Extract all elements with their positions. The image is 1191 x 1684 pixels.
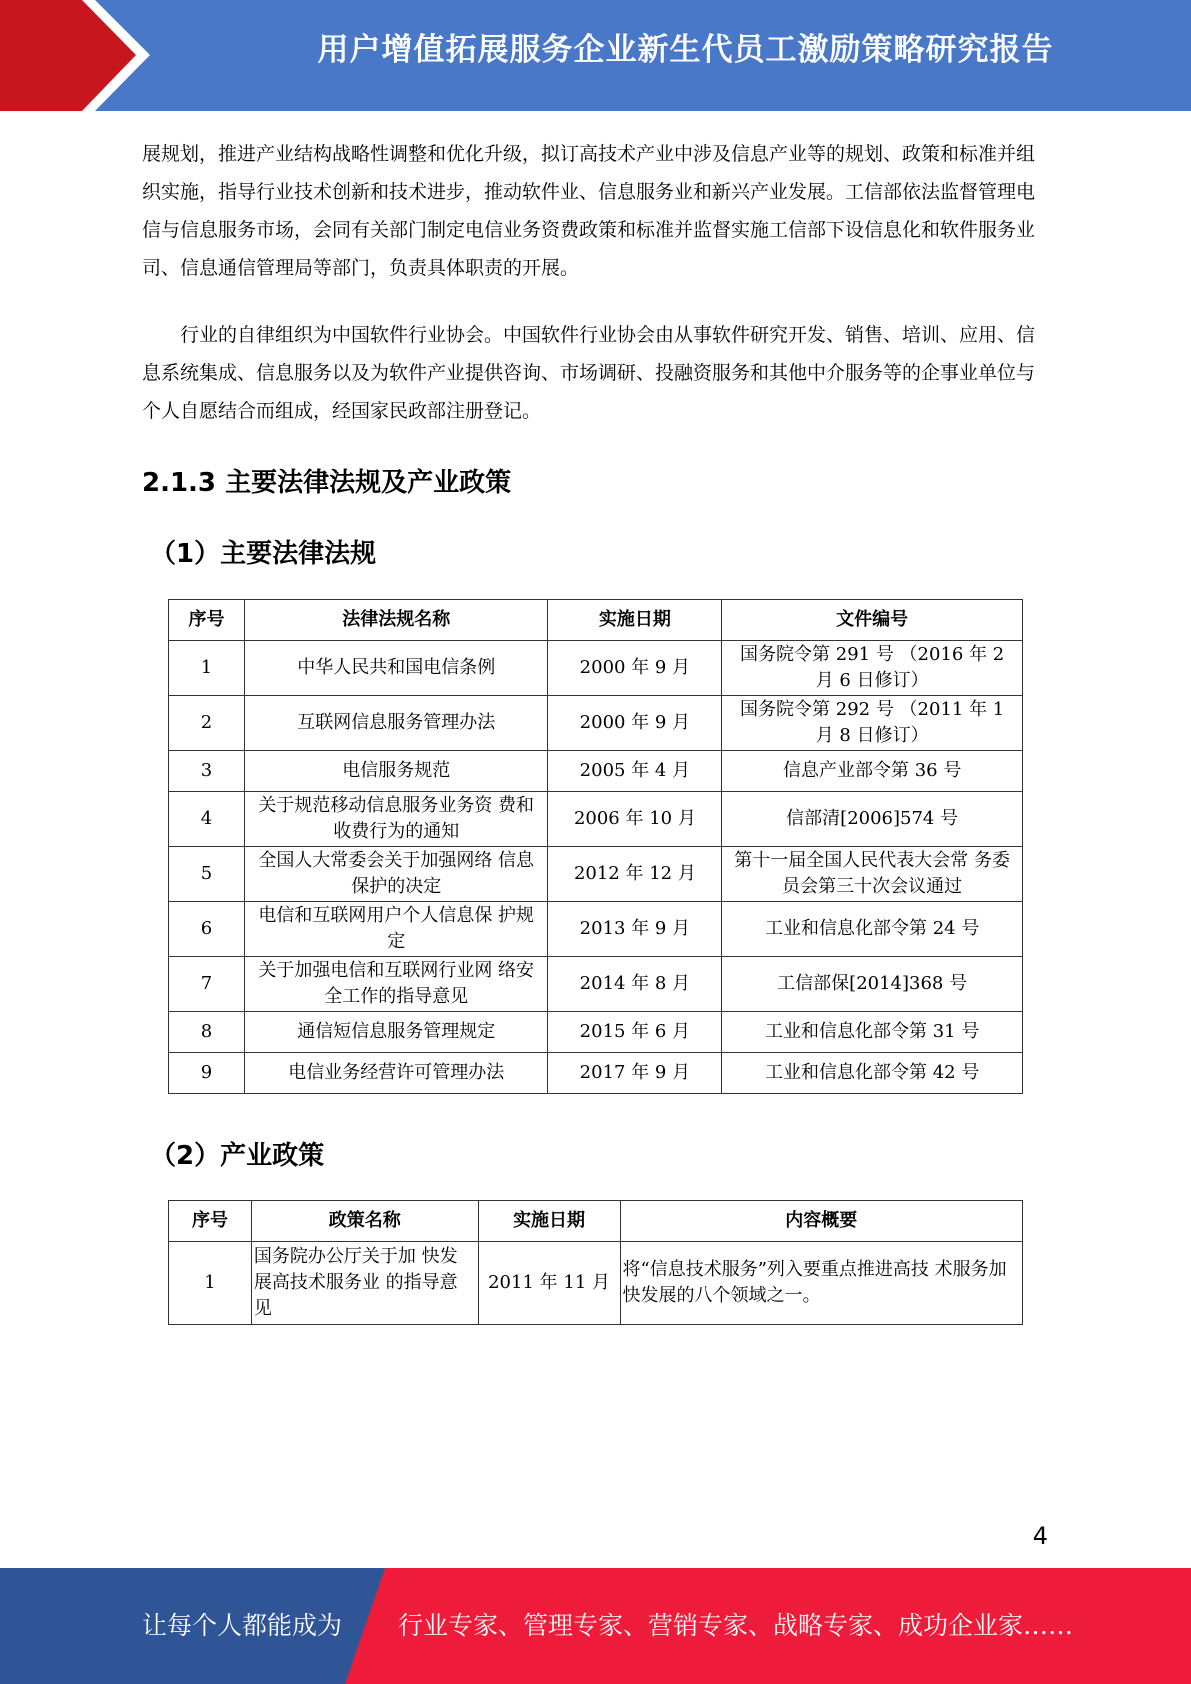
law-name: 关于规范移动信息服务业务资 费和收费行为的通知 bbox=[244, 792, 548, 847]
page-number: 4 bbox=[1032, 1522, 1048, 1550]
policies-table-header-row bbox=[169, 1201, 1023, 1242]
law-doc: 信息产业部令第 36 号 bbox=[722, 751, 1023, 792]
laws-table-header-row bbox=[169, 600, 1023, 641]
page-footer bbox=[0, 1568, 1191, 1684]
law-doc: 工业和信息化部令第 31 号 bbox=[722, 1012, 1023, 1053]
law-date: 2012 年 12 月 bbox=[548, 847, 722, 902]
table-row bbox=[169, 792, 1023, 847]
policies-header-summary: 内容概要 bbox=[620, 1201, 1023, 1242]
law-no: 9 bbox=[169, 1053, 245, 1094]
table-row bbox=[169, 641, 1023, 696]
policy-date: 2011 年 11 月 bbox=[478, 1242, 620, 1325]
law-name: 关于加强电信和互联网行业网 络安全工作的指导意见 bbox=[244, 957, 548, 1012]
paragraph-association: 行业的自律组织为中国软件行业协会。中国软件行业协会由从事软件研究开发、销售、培训、应用、信息系统集成、信息服务以及为软件产业提供咨询、市场调研、投融资服务和其他中介服务等的企事业单位与个人自愿结合而组成，经国家民政部注册登记。 bbox=[142, 324, 1036, 422]
law-name: 电信业务经营许可管理办法 bbox=[244, 1053, 548, 1094]
law-doc: 国务院令第 292 号 （2011 年 1 月 8 日修订） bbox=[722, 696, 1023, 751]
policies-table bbox=[168, 1200, 1023, 1325]
report-title: 用户增值拓展服务企业新生代员工激励策略研究报告 bbox=[317, 32, 1054, 68]
paragraph-regulator: 展规划，推进产业结构战略性调整和优化升级，拟订高技术产业中涉及信息产业等的规划、政策和标准并组织实施，指导行业技术创新和技术进步，推动软件业、信息服务业和新兴产业发展。工信部依法监督管理电信与信息服务市场，会同有关部门制定电信业务资费政策和标准并监督实施工信部下设信息化和软件服务业司、信息通信管理局等部门，负责具体职责的开展。 bbox=[142, 143, 1036, 279]
law-doc: 信部清[2006]574 号 bbox=[722, 792, 1023, 847]
law-date: 2000 年 9 月 bbox=[548, 696, 722, 751]
law-doc: 工业和信息化部令第 24 号 bbox=[722, 902, 1023, 957]
table-row bbox=[169, 902, 1023, 957]
law-name: 互联网信息服务管理办法 bbox=[244, 696, 548, 751]
laws-header-no: 序号 bbox=[169, 600, 245, 641]
policies-header-name: 政策名称 bbox=[251, 1201, 478, 1242]
policies-heading: （2）产业政策 bbox=[150, 1141, 325, 1171]
laws-header-name: 法律法规名称 bbox=[244, 600, 548, 641]
footer-slogan-lead: 让每个人都能成为 bbox=[142, 1611, 343, 1640]
laws-header-doc: 文件编号 bbox=[722, 600, 1023, 641]
law-date: 2013 年 9 月 bbox=[548, 902, 722, 957]
laws-heading: （1）主要法律法规 bbox=[150, 539, 377, 569]
law-date: 2006 年 10 月 bbox=[548, 792, 722, 847]
law-date: 2000 年 9 月 bbox=[548, 641, 722, 696]
section-heading: 2.1.3 主要法律法规及产业政策 bbox=[142, 468, 512, 498]
law-no: 8 bbox=[169, 1012, 245, 1053]
page-header bbox=[0, 0, 1191, 111]
table-row bbox=[169, 847, 1023, 902]
law-no: 3 bbox=[169, 751, 245, 792]
table-row bbox=[169, 751, 1023, 792]
law-name: 全国人大常委会关于加强网络 信息保护的决定 bbox=[244, 847, 548, 902]
law-name: 电信服务规范 bbox=[244, 751, 548, 792]
law-no: 5 bbox=[169, 847, 245, 902]
table-row bbox=[169, 1012, 1023, 1053]
law-name: 通信短信息服务管理规定 bbox=[244, 1012, 548, 1053]
laws-table bbox=[168, 599, 1023, 1094]
policy-name: 国务院办公厅关于加 快发展高技术服务业 的指导意见 bbox=[251, 1242, 478, 1325]
laws-header-date: 实施日期 bbox=[548, 600, 722, 641]
law-doc: 工信部保[2014]368 号 bbox=[722, 957, 1023, 1012]
law-no: 1 bbox=[169, 641, 245, 696]
table-row bbox=[169, 957, 1023, 1012]
table-row bbox=[169, 1242, 1023, 1325]
law-date: 2015 年 6 月 bbox=[548, 1012, 722, 1053]
policy-no: 1 bbox=[169, 1242, 252, 1325]
law-doc: 第十一届全国人民代表大会常 务委员会第三十次会议通过 bbox=[722, 847, 1023, 902]
law-no: 6 bbox=[169, 902, 245, 957]
law-no: 7 bbox=[169, 957, 245, 1012]
law-date: 2014 年 8 月 bbox=[548, 957, 722, 1012]
policies-header-date: 实施日期 bbox=[478, 1201, 620, 1242]
policies-header-no: 序号 bbox=[169, 1201, 252, 1242]
footer-slogan-roles: 行业专家、管理专家、营销专家、战略专家、成功企业家…… bbox=[398, 1611, 1074, 1640]
law-date: 2017 年 9 月 bbox=[548, 1053, 722, 1094]
table-row bbox=[169, 1053, 1023, 1094]
policy-summary: 将“信息技术服务”列入要重点推进高技 术服务加快发展的八个领域之一。 bbox=[620, 1242, 1023, 1325]
law-doc: 国务院令第 291 号 （2016 年 2 月 6 日修订） bbox=[722, 641, 1023, 696]
law-name: 中华人民共和国电信条例 bbox=[244, 641, 548, 696]
law-name: 电信和互联网用户个人信息保 护规定 bbox=[244, 902, 548, 957]
law-doc: 工业和信息化部令第 42 号 bbox=[722, 1053, 1023, 1094]
table-row bbox=[169, 696, 1023, 751]
law-date: 2005 年 4 月 bbox=[548, 751, 722, 792]
law-no: 4 bbox=[169, 792, 245, 847]
law-no: 2 bbox=[169, 696, 245, 751]
